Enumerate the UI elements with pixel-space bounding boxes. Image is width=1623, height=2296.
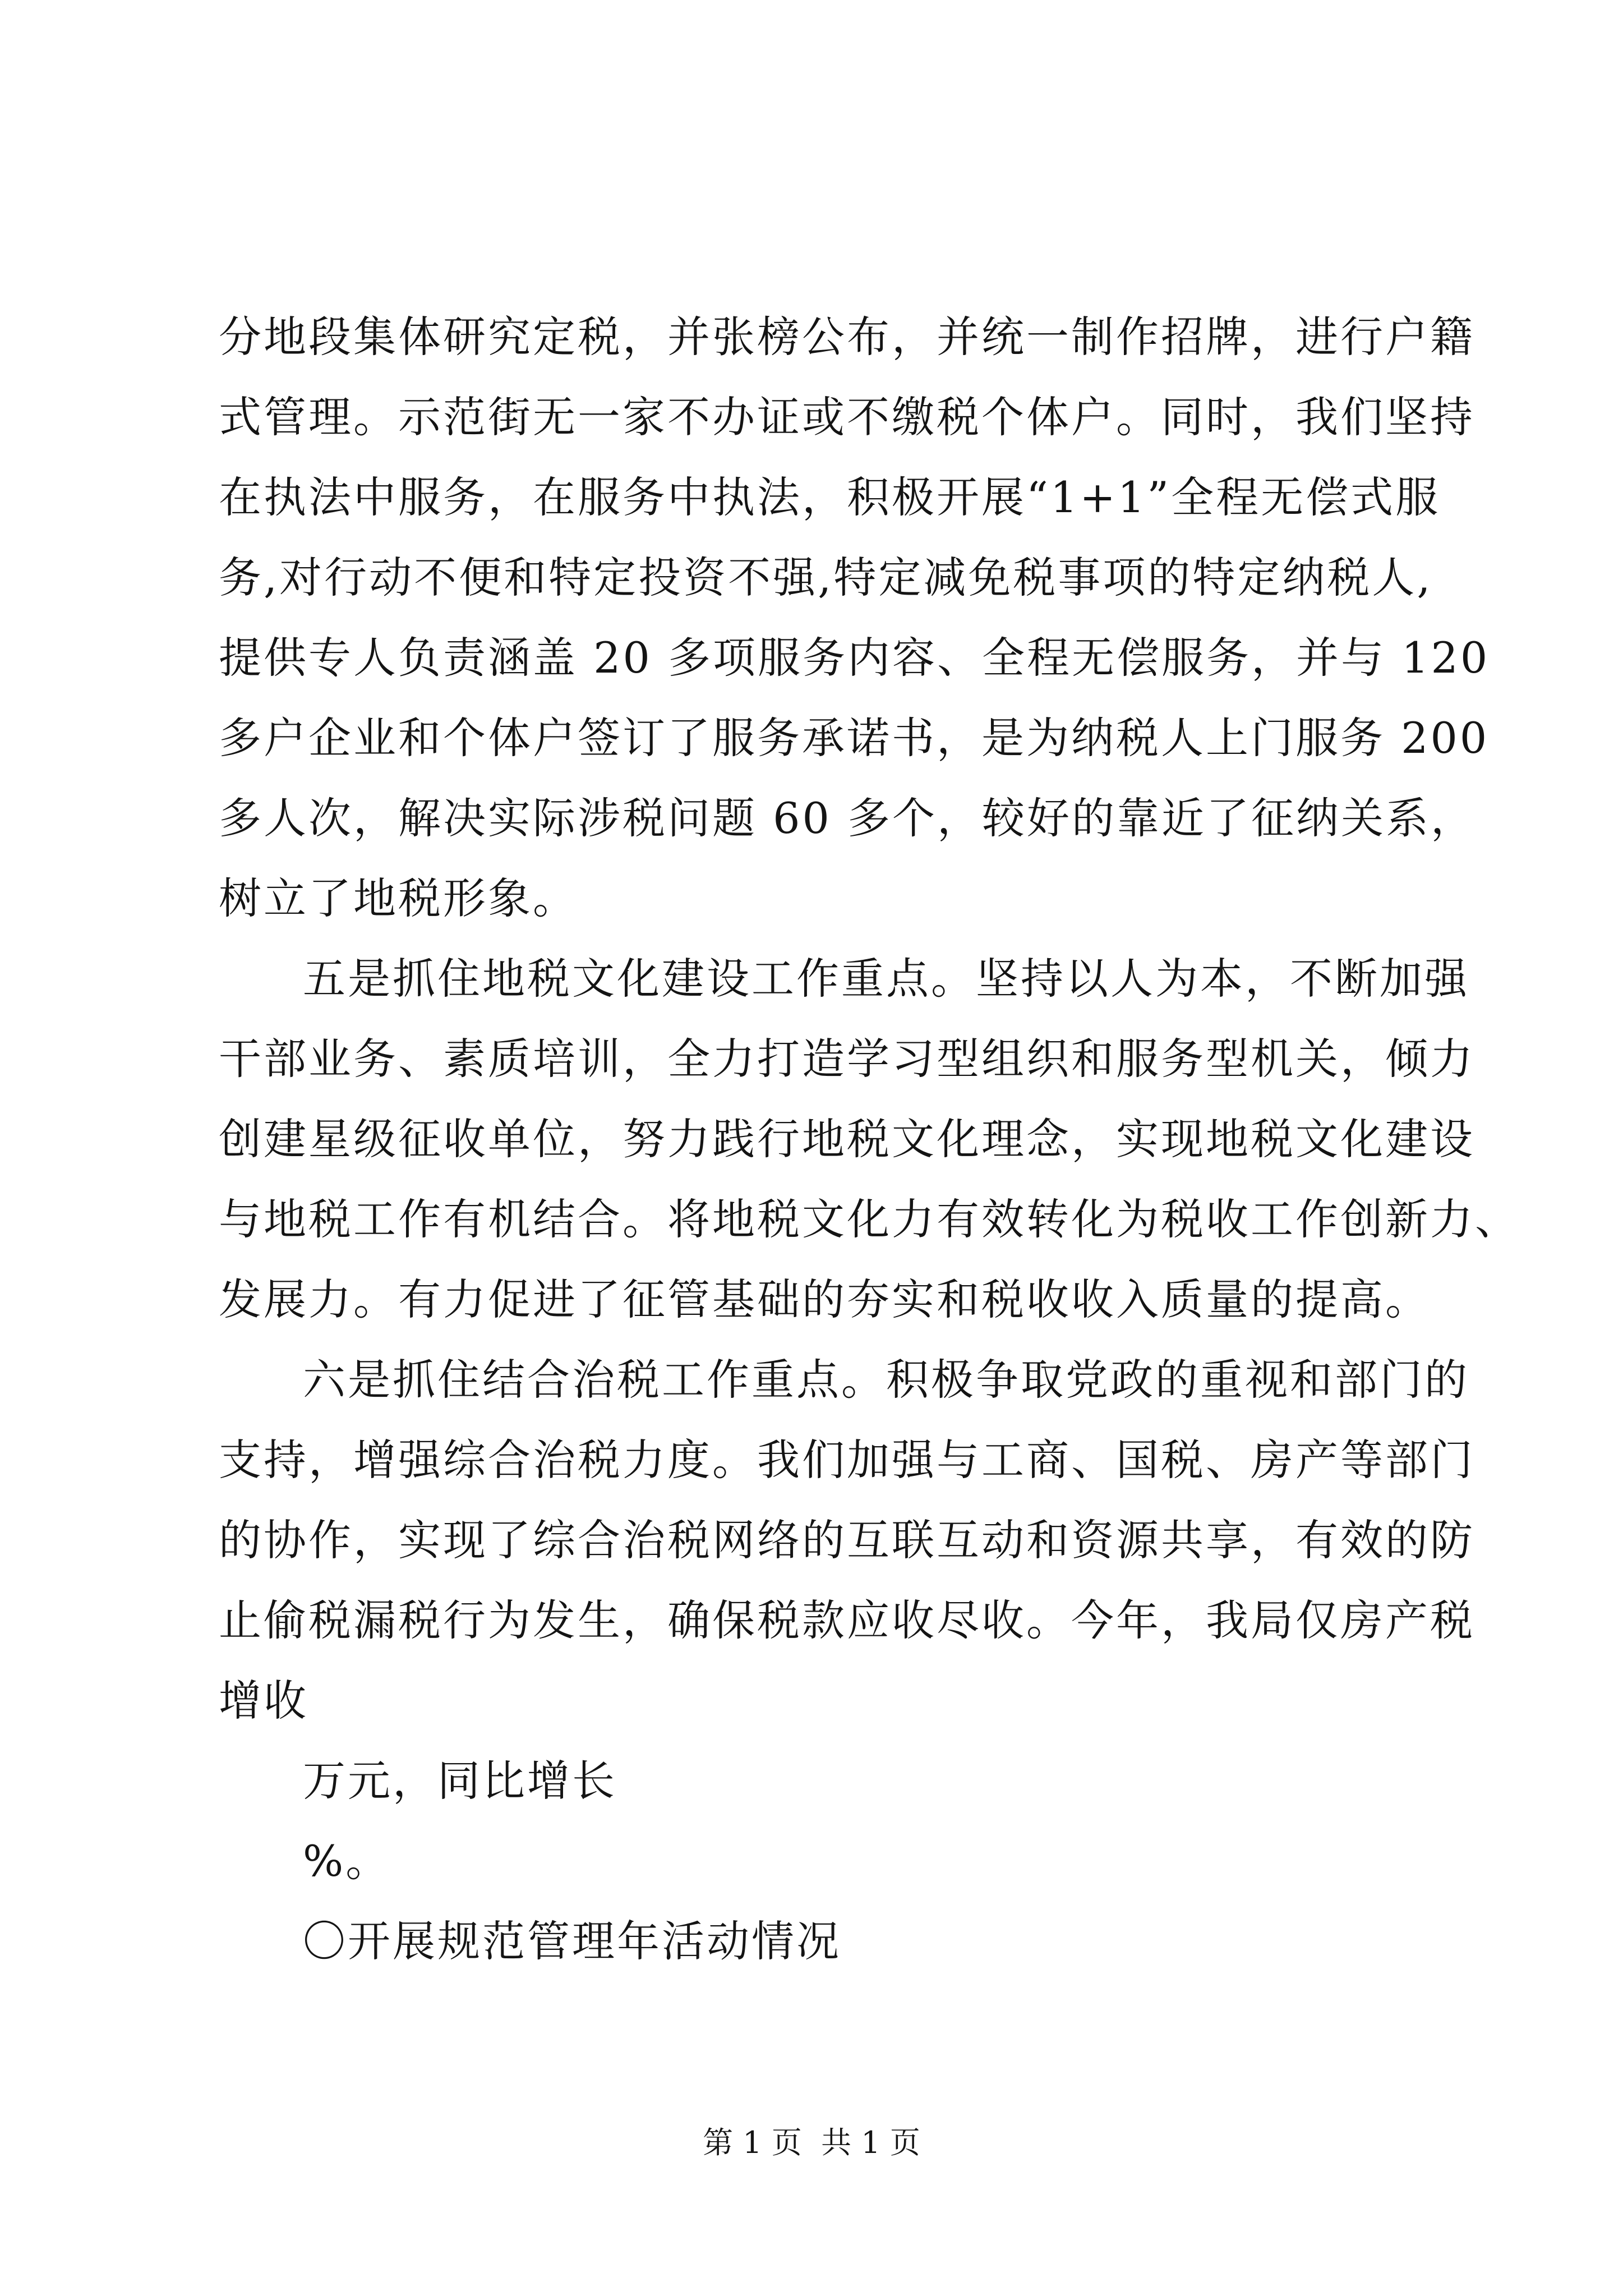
text-line: 提供专人负责涵盖 20 多项服务内容、全程无偿服务，并与 120 <box>219 633 1490 683</box>
text-line: 务,对行动不便和特定投资不强,特定减免税事项的特定纳税人, <box>219 553 1433 602</box>
text-line: 树立了地税形象。 <box>219 873 578 923</box>
text-line: 支持，增强综合治税力度。我们加强与工商、国税、房产等部门 <box>219 1435 1475 1485</box>
text-line: 式管理。示范街无一家不办证或不缴税个体户。同时，我们坚持 <box>219 392 1475 442</box>
paragraph-first-line: 万元，同比增长 <box>303 1756 617 1806</box>
text-line: 创建星级征收单位，努力践行地税文化理念，实现地税文化建设 <box>219 1114 1475 1164</box>
text-line: 与地税工作有机结合。将地税文化力有效转化为税收工作创新力、 <box>219 1194 1520 1244</box>
text-line: 多户企业和个体户签订了服务承诺书，是为纳税人上门服务 200 <box>219 713 1490 763</box>
paragraph-first-line: 六是抓住结合治税工作重点。积极争取党政的重视和部门的 <box>303 1355 1469 1405</box>
page-footer: 第 1 页 共 1 页 <box>703 2125 920 2160</box>
section-heading: 〇开展规范管理年活动情况 <box>303 1916 841 1966</box>
paragraph-first-line: %。 <box>303 1836 391 1886</box>
text-line: 止偷税漏税行为发生，确保税款应收尽收。今年，我局仅房产税 <box>219 1595 1475 1645</box>
text-line: 多人次，解决实际涉税问题 60 多个，较好的靠近了征纳关系， <box>219 793 1476 843</box>
text-line: 在执法中服务，在服务中执法，积极开展“1+1”全程无偿式服 <box>219 472 1441 522</box>
text-line: 发展力。有力促进了征管基础的夯实和税收收入质量的提高。 <box>219 1274 1430 1324</box>
text-line: 干部业务、素质培训，全力打造学习型组织和服务型机关，倾力 <box>219 1034 1475 1084</box>
text-line: 增收 <box>219 1676 308 1726</box>
text-line: 的协作，实现了综合治税网络的互联互动和资源共享，有效的防 <box>219 1515 1475 1565</box>
paragraph-first-line: 五是抓住地税文化建设工作重点。坚持以人为本，不断加强 <box>303 954 1469 1004</box>
text-line: 分地段集体研究定税，并张榜公布，并统一制作招牌，进行户籍 <box>219 312 1475 362</box>
